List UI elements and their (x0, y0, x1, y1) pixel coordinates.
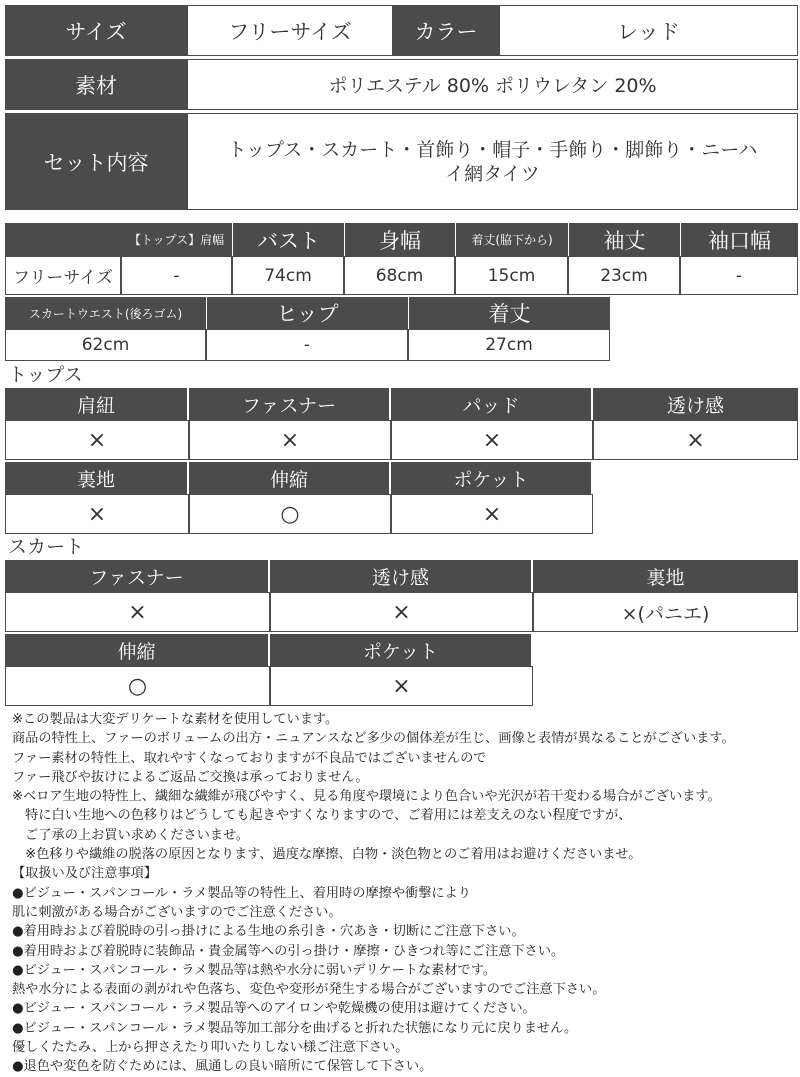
material-value: ポリエステル 80% ポリウレタン 20% (187, 59, 798, 110)
tops-features-table (5, 388, 798, 534)
size-label: サイズ (5, 5, 187, 56)
set-contents-line-1: トップス・スカート・首飾り・帽子・手飾り・脚飾り・ニーハ (227, 138, 758, 161)
tops-size-header-cuff: 袖口幅 (680, 223, 798, 256)
note-line: ●退色や変色を防ぐためには、風通しの良い暗所にて保管して下さい。 (12, 1059, 433, 1075)
color-value: レッド (499, 5, 798, 56)
note-line: ご了承の上お買い求めくださいませ。 (12, 827, 249, 843)
skirt-feature-sheer-value: × (270, 592, 533, 632)
tops-feature-header-lining: 裏地 (5, 462, 187, 494)
skirt-feature-header-lining: 裏地 (533, 560, 798, 592)
skirt-size-length-value: 27cm (408, 329, 610, 361)
product-info-table (5, 5, 798, 210)
tops-size-corner (5, 223, 121, 256)
tops-size-width-value: 68cm (344, 256, 455, 295)
note-line: ※ベロア生地の特性上、繊細な繊維が飛びやすく、見る角度や環境により色合いや光沢が若干変わる場合がございます。 (12, 789, 721, 805)
tops-feature-header-pad: パッド (391, 388, 591, 420)
skirt-size-header-length: 着丈 (408, 297, 610, 329)
color-label: カラー (393, 5, 499, 56)
skirt-size-hip-value: - (206, 329, 408, 361)
tops-feature-pocket-value: × (391, 494, 593, 534)
skirt-feature-zipper-value: × (5, 592, 270, 632)
tops-feature-header-stretch: 伸縮 (189, 462, 389, 494)
tops-feature-header-pocket: ポケット (391, 462, 591, 494)
skirt-size-header-waist: スカートウエスト(後ろゴム) (5, 297, 206, 329)
skirt-size-header-hip: ヒップ (206, 297, 408, 329)
set-contents-label: セット内容 (5, 113, 187, 210)
tops-size-row-label: フリーサイズ (5, 256, 121, 295)
note-line: 【取扱い及び注意事項】 (12, 866, 158, 882)
tops-size-header-sleeve: 袖丈 (568, 223, 680, 256)
skirt-section-label: スカート (8, 536, 85, 558)
note-line: 商品の特性上、ファーのボリュームの出方・ニュアンスなど多少の個体差が生じ、画像と表情が異なることがございます。 (12, 731, 735, 747)
note-line: ●着用時および着脱時に装飾品・貴金属等への引っ掛け・摩擦・ひきつれ等にご注意下さい。 (12, 943, 565, 959)
skirt-feature-stretch-value: ○ (5, 666, 270, 706)
note-line: ※この製品は大変デリケートな素材を使用しています。 (12, 712, 339, 727)
tops-size-shoulder-value: - (121, 256, 232, 295)
skirt-feature-header-sheer: 透け感 (270, 560, 531, 592)
note-line: ●着用時および着脱時の引っ掛けによる生地の糸引き・穴あき・切断にご注意下さい。 (12, 924, 525, 940)
note-line: ●ビジュー・スパンコール・ラメ製品等加工部分を曲げると折れた状態になり元に戻りません。 (12, 1020, 578, 1036)
skirt-size-table (5, 297, 610, 361)
skirt-feature-header-zipper: ファスナー (5, 560, 268, 592)
note-line: 肌に刺激がある場合がございますのでご注意ください。 (12, 904, 342, 920)
tops-size-header-length: 着丈(脇下から) (455, 223, 568, 256)
note-line: 優しくたたみ、上から押さえたり叩いたりしない様ご注意下さい。 (12, 1040, 409, 1056)
care-notes (12, 710, 792, 1077)
tops-size-bust-value: 74cm (232, 256, 344, 295)
tops-feature-header-strap: 肩紐 (5, 388, 187, 420)
tops-feature-strap-value: × (5, 420, 189, 460)
set-contents-line-2: イ網タイツ (445, 162, 540, 185)
note-line: 特に白い生地への色移りはどうしても起きやすくなりますので、ご着用には差支えのない程度ですが、 (12, 808, 632, 824)
skirt-feature-header-pocket: ポケット (270, 634, 531, 666)
tops-section-label: トップス (8, 364, 83, 386)
set-contents-value (187, 113, 798, 210)
note-line: ●ビジュー・スパンコール・ラメ製品等へのアイロンや乾燥機の使用は避けてください。 (12, 1001, 536, 1017)
skirt-feature-pocket-value: × (270, 666, 533, 706)
tops-size-length-value: 15cm (455, 256, 568, 295)
tops-size-sleeve-value: 23cm (568, 256, 680, 295)
note-line: ※色移りや繊維の脱落の原因となります、過度な摩擦、白物・淡色物とのご着用はお避けくださいませ。 (12, 847, 642, 863)
note-line: ●ビジュー・スパンコール・ラメ製品等の特性上、着用時の摩擦や衝撃により (12, 885, 471, 901)
skirt-feature-lining-value: ×(パニエ) (533, 592, 798, 632)
skirt-feature-header-stretch: 伸縮 (5, 634, 268, 666)
note-line: ファー飛びや抜けによるご返品ご交換は承っておりません。 (12, 769, 369, 785)
note-line: ファー素材の特性上、取れやすくなっておりますが不良品ではございませんので (12, 750, 487, 766)
tops-size-header-width: 身幅 (344, 223, 455, 256)
tops-feature-zipper-value: × (189, 420, 391, 460)
note-line: ●ビジュー・スパンコール・ラメ製品等は熱や水分に弱いデリケートな素材です。 (12, 962, 497, 978)
tops-feature-stretch-value: ○ (189, 494, 391, 534)
tops-feature-lining-value: × (5, 494, 189, 534)
tops-feature-pad-value: × (391, 420, 593, 460)
material-label: 素材 (5, 59, 187, 110)
tops-feature-header-sheer: 透け感 (593, 388, 798, 420)
tops-feature-sheer-value: × (593, 420, 798, 460)
skirt-features-table (5, 560, 798, 706)
size-value: フリーサイズ (187, 5, 393, 56)
tops-size-header-shoulder: 【トップス】肩幅 (121, 223, 232, 256)
skirt-size-waist-value: 62cm (5, 329, 206, 361)
tops-feature-header-zipper: ファスナー (189, 388, 389, 420)
tops-size-header-bust: バスト (232, 223, 344, 256)
tops-size-cuff-value: - (680, 256, 798, 295)
tops-size-table (5, 223, 798, 295)
note-line: 熱や水分による表面の剥がれや色落ち、変色や変形が発生する場合がございますのでご注意下さい。 (12, 982, 606, 998)
